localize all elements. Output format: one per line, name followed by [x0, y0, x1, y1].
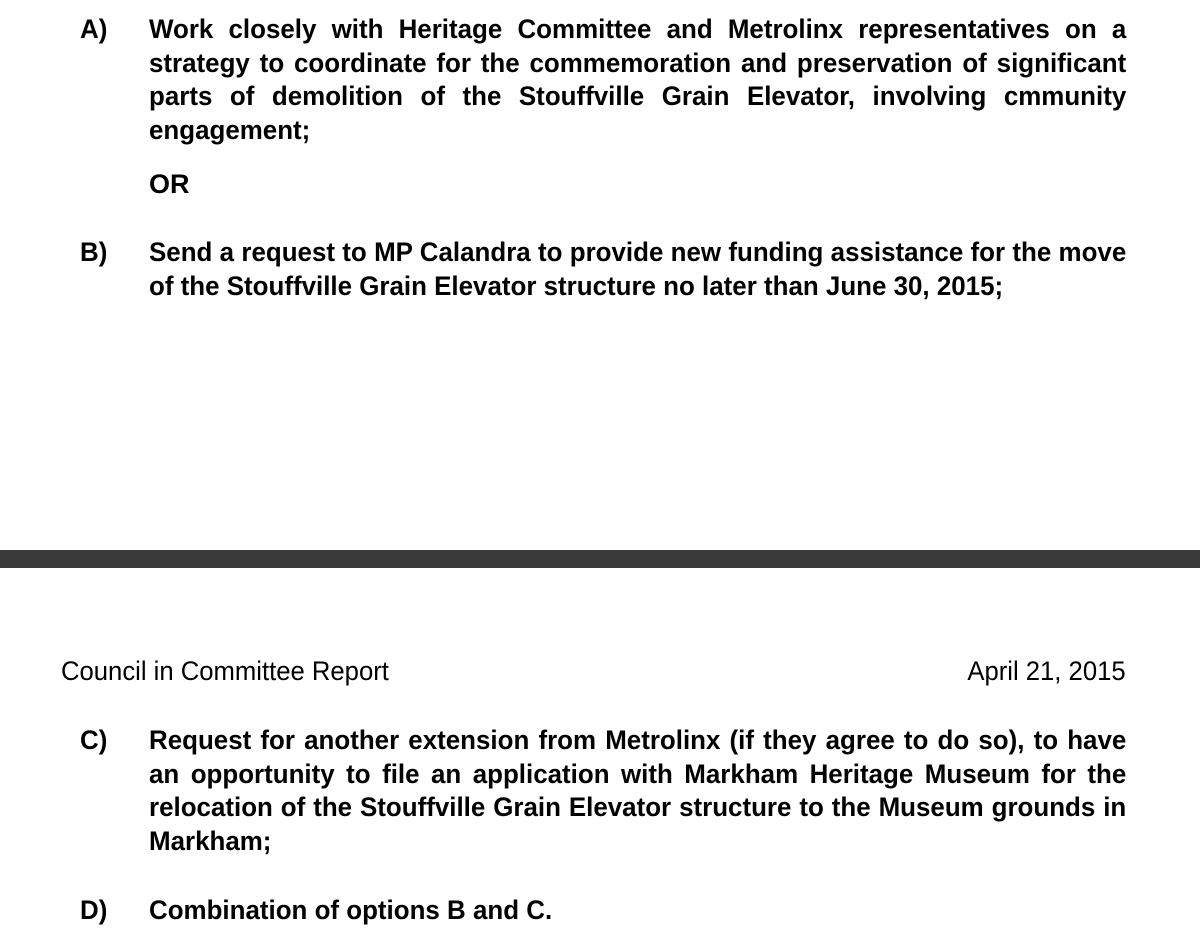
option-b-letter: B)	[80, 237, 108, 267]
option-a-text: Work closely with Heritage Committee and Metrolinx representatives on a strategy to coordinate for the commemoration and preservation of significant parts of demolition of the Stouffville Grain Elevator, involving cmmunity engagement;	[149, 14, 1127, 145]
page-separator	[0, 550, 1200, 568]
or-label: OR	[149, 169, 190, 199]
option-d-text: Combination of options B and C.	[149, 895, 553, 925]
option-d-letter: D)	[80, 895, 108, 925]
option-b-text: Send a request to MP Calandra to provide new funding assistance for the move of the Stouffville Grain Elevator structure no later than June 30, 2015;	[149, 237, 1127, 301]
option-c-text: Request for another extension from Metrolinx (if they agree to do so), to have an opportunity to file an application with Markham Heritage Museum for the relocation of the Stouffville Grain Elevator structure to the Museum grounds in Markham;	[149, 725, 1127, 856]
report-title: Council in Committee Report	[61, 656, 389, 686]
option-a-letter: A)	[80, 14, 108, 44]
report-date: April 21, 2015	[967, 656, 1126, 686]
option-c-letter: C)	[80, 725, 108, 755]
